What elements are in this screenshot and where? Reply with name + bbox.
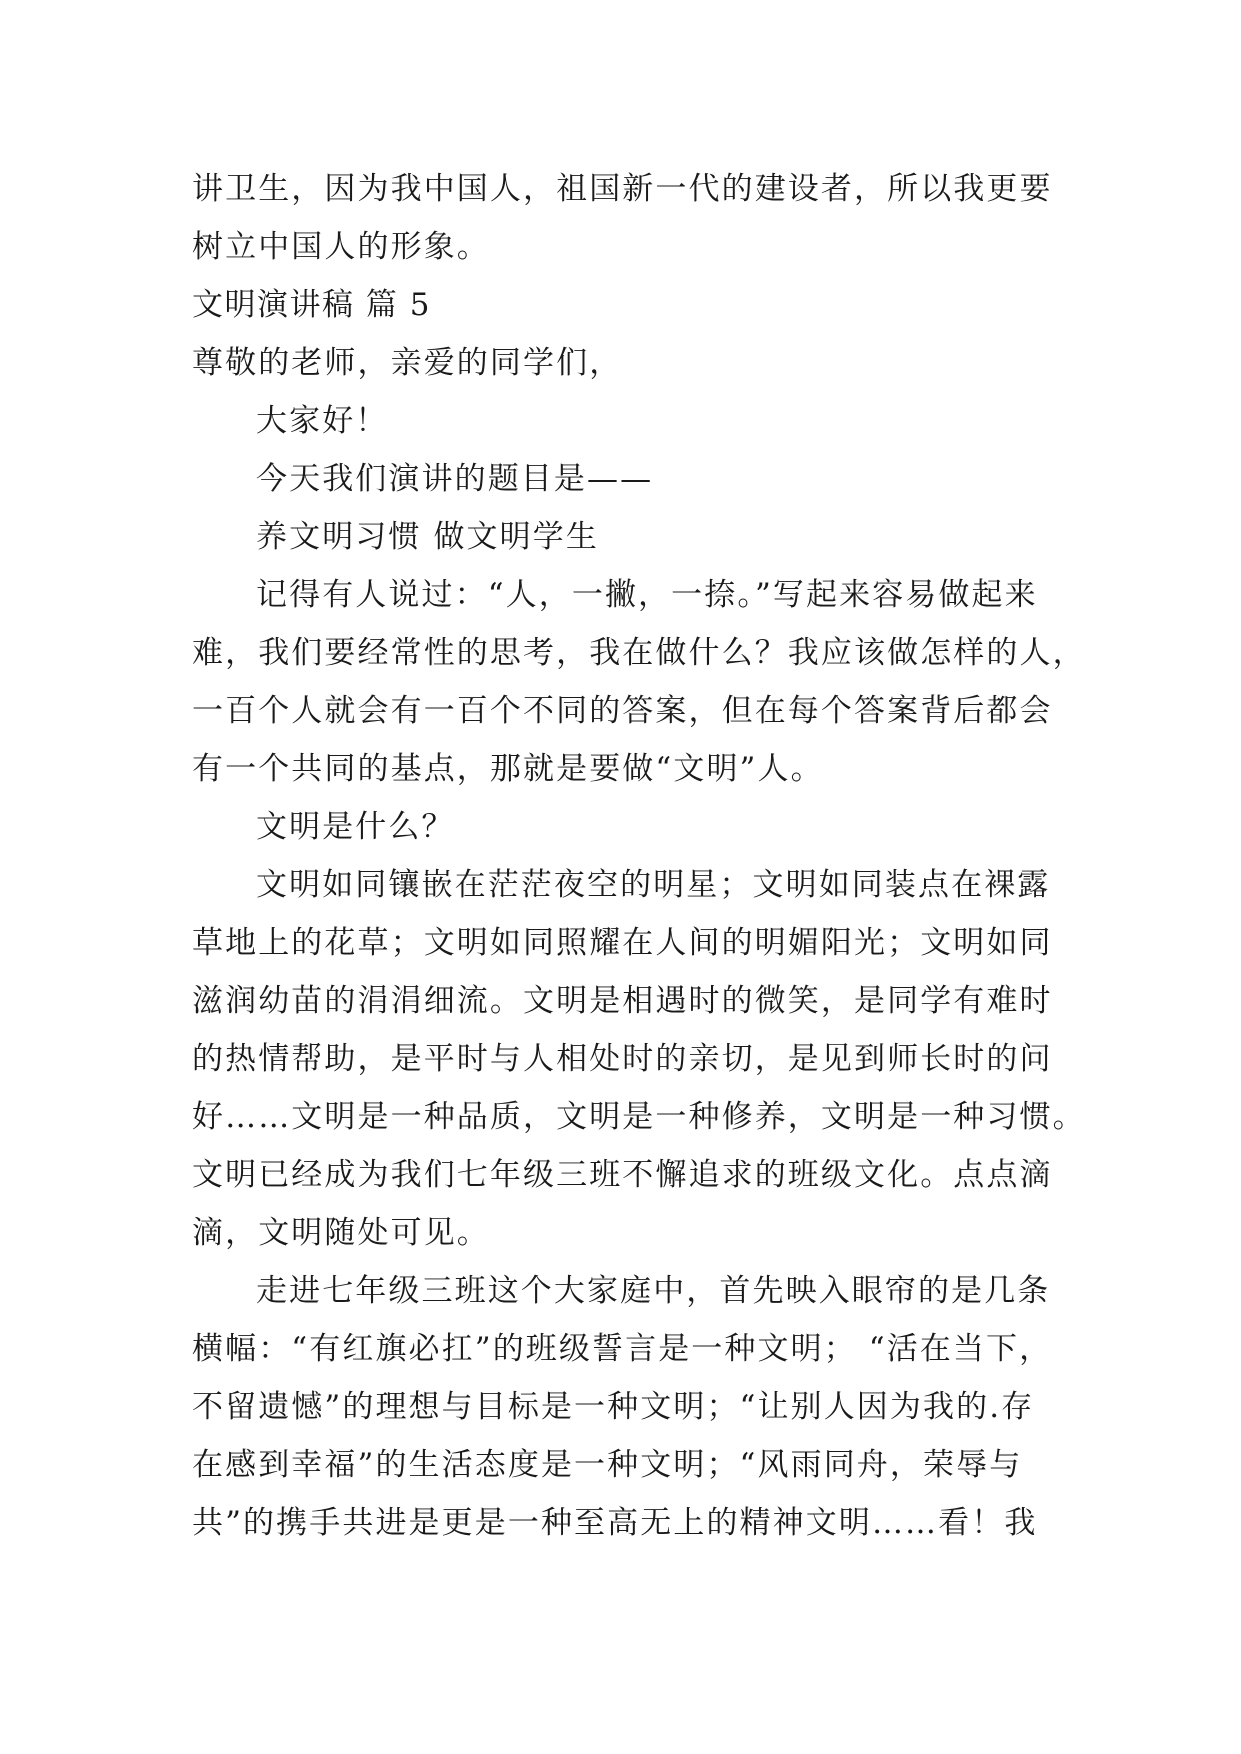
text-line: 草地上的花草；文明如同照耀在人间的明媚阳光；文明如同 (192, 925, 1053, 961)
text-line: 讲卫生，因为我中国人，祖国新一代的建设者，所以我更要 (192, 171, 1053, 207)
text-line: 在感到幸福”的生活态度是一种文明；“风雨同舟，荣辱与 (192, 1447, 1023, 1483)
text-line: 难，我们要经常性的思考，我在做什么？我应该做怎样的人， (192, 635, 1086, 671)
body-text (192, 160, 1086, 1552)
text-line: 好……文明是一种品质，文明是一种修养，文明是一种习惯。 (192, 1099, 1086, 1135)
text-line: 的热情帮助，是平时与人相处时的亲切，是见到师长时的问 (192, 1041, 1053, 1077)
section-heading: 文明演讲稿 篇 5 (192, 287, 431, 323)
text-line: 走进七年级三班这个大家庭中，首先映入眼帘的是几条 (256, 1273, 1051, 1309)
text-line: 文明是什么？ (256, 809, 455, 845)
greeting: 大家好！ (256, 403, 389, 439)
text-line: 记得有人说过：“人，一撇，一捺。”写起来容易做起来 (256, 577, 1038, 613)
speech-title: 养文明习惯 做文明学生 (256, 519, 599, 555)
text-line: 不留遗憾”的理想与目标是一种文明；“让别人因为我的.存 (192, 1389, 1035, 1425)
salutation: 尊敬的老师，亲爱的同学们， (192, 345, 623, 381)
text-line: 滋润幼苗的涓涓细流。文明是相遇时的微笑，是同学有难时 (192, 983, 1053, 1019)
text-line: 文明已经成为我们七年级三班不懈追求的班级文化。点点滴 (192, 1157, 1053, 1193)
text-line: 有一个共同的基点，那就是要做“文明”人。 (192, 751, 824, 787)
text-line: 今天我们演讲的题目是—— (256, 461, 654, 497)
text-line: 横幅：“有红旗必扛”的班级誓言是一种文明； “活在当下， (192, 1331, 1053, 1367)
text-line: 滴，文明随处可见。 (192, 1215, 490, 1251)
text-line: 文明如同镶嵌在茫茫夜空的明星；文明如同装点在裸露 (256, 867, 1051, 903)
text-line: 共”的携手共进是更是一种至高无上的精神文明……看！我 (192, 1505, 1038, 1541)
text-line: 一百个人就会有一百个不同的答案，但在每个答案背后都会 (192, 693, 1053, 729)
text-line: 树立中国人的形象。 (192, 229, 490, 265)
